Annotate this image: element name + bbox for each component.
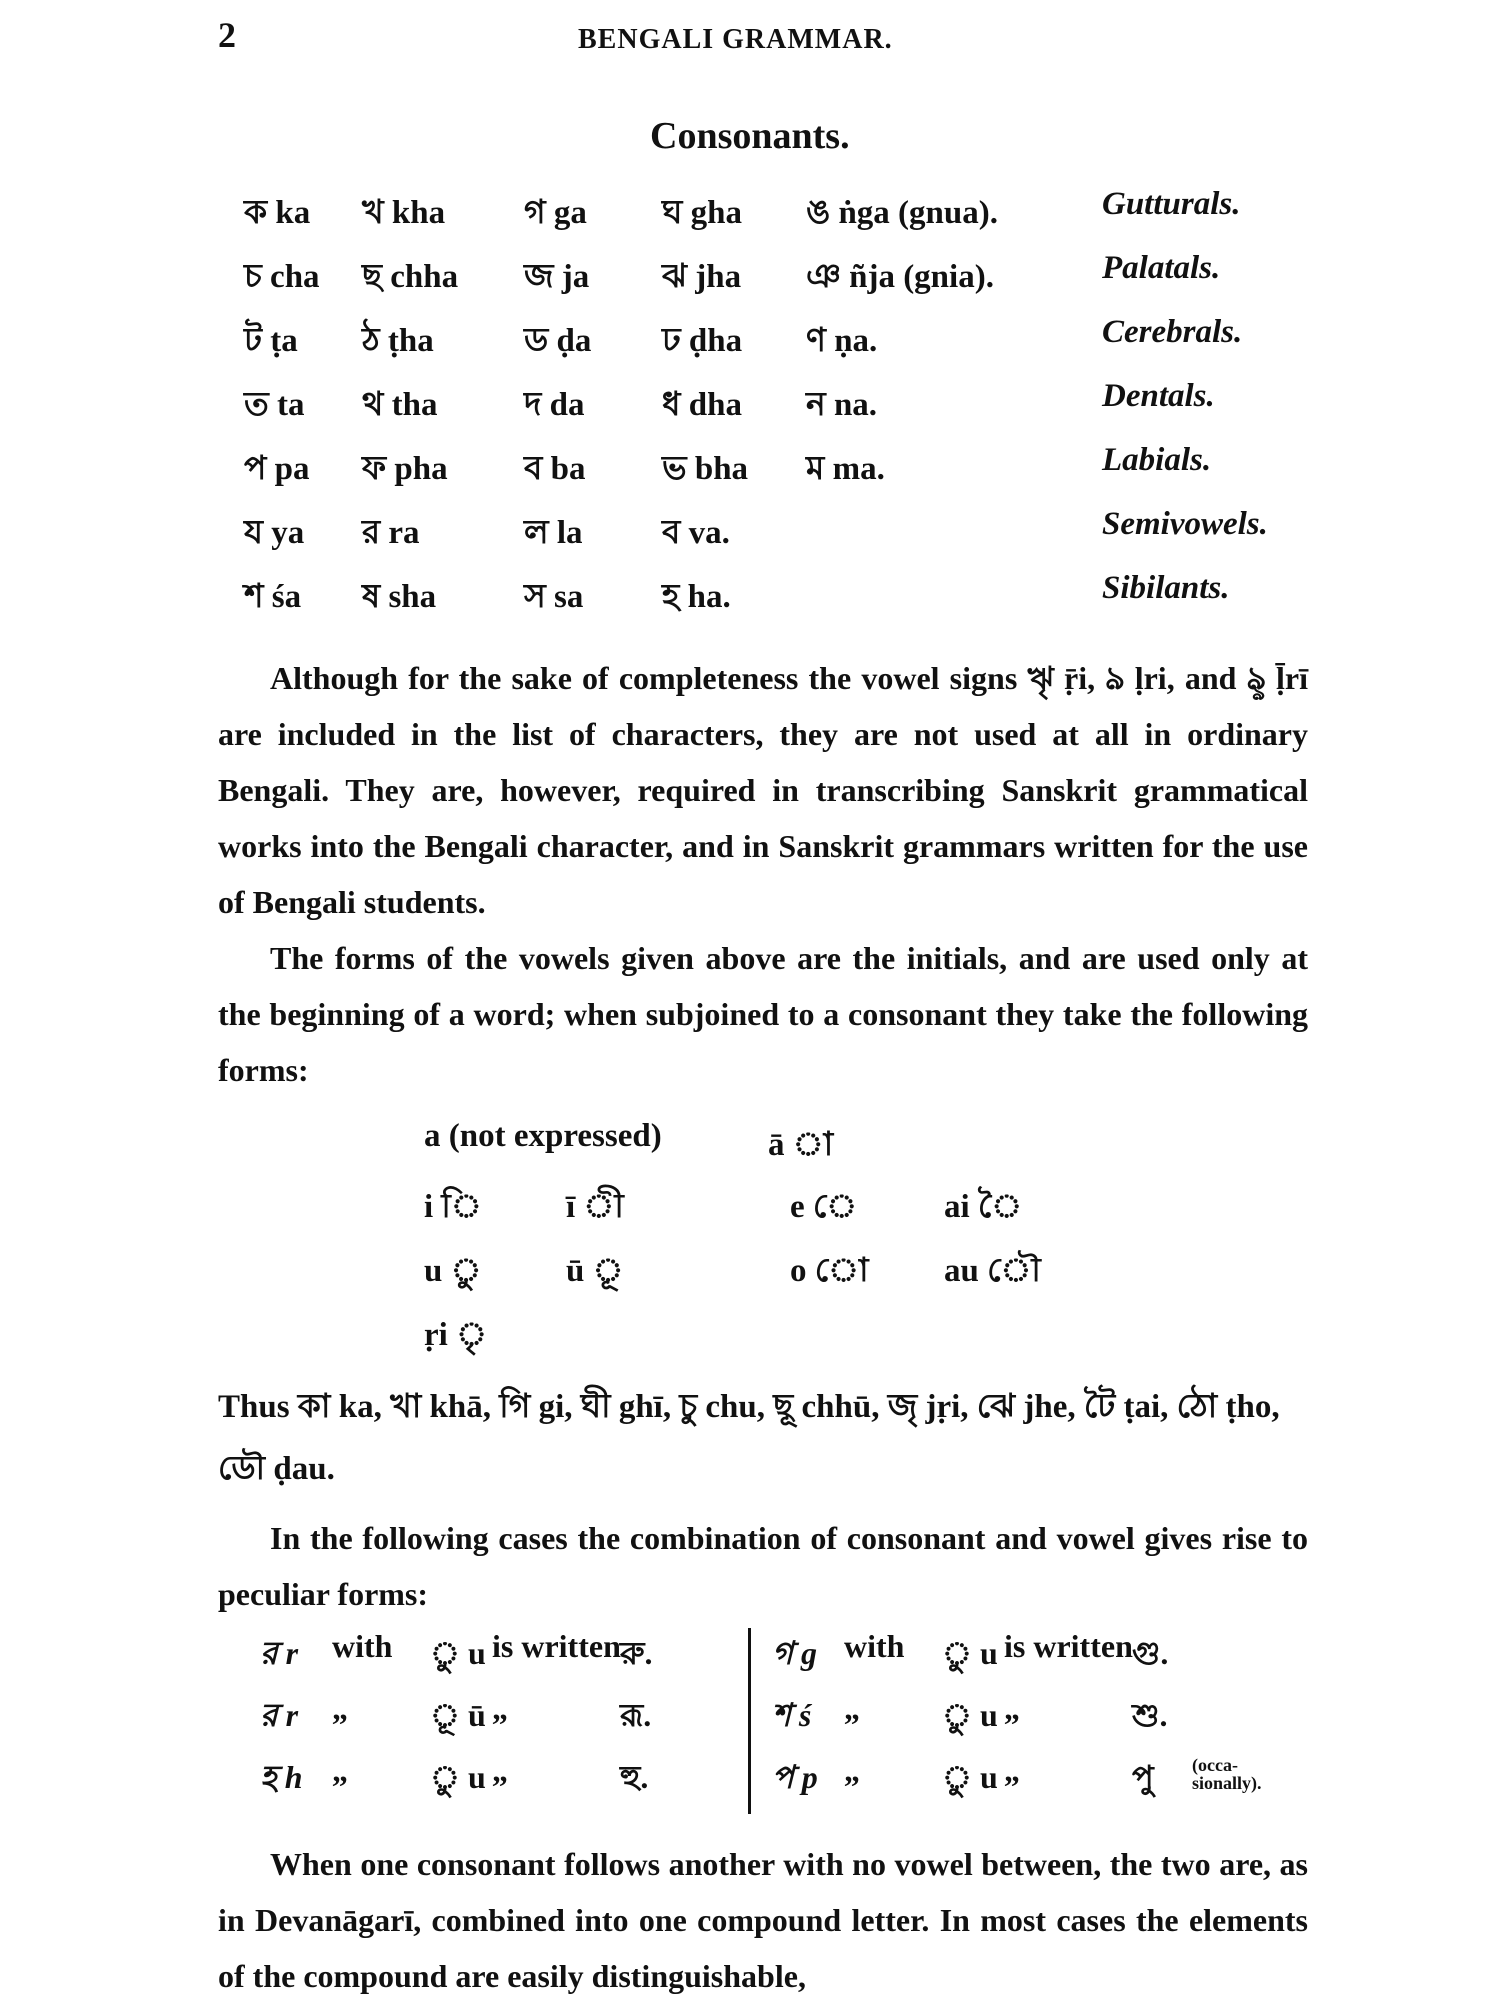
vowel-au: au ৌ — [944, 1253, 1041, 1289]
form-right-e: গু. — [1132, 1635, 1169, 1671]
consonant-cell: ফ pha — [362, 451, 448, 487]
vowel-ai: ai ৈ — [944, 1189, 1023, 1225]
form-left-c: ূ ū — [430, 1697, 486, 1733]
consonant-cell: ঙ ṅga (gnua). — [806, 195, 998, 231]
form-right-e: পু — [1132, 1759, 1154, 1795]
consonant-cell: য ya — [244, 515, 305, 551]
form-left-b: „ — [332, 1690, 348, 1726]
paragraph-vowel-forms — [218, 930, 1308, 1098]
paragraph-text: In the following cases the combination of consonant and vowel gives rise to peculiar forms: — [218, 1520, 1308, 1612]
consonant-cell: ধ dha — [662, 387, 742, 423]
consonant-cell: ঢ ḍha — [662, 323, 743, 359]
vowel-aa: ā া — [768, 1127, 834, 1163]
form-note: (occa-sionally). — [1192, 1755, 1262, 1793]
consonant-row — [244, 570, 1304, 634]
consonant-cell: জ ja — [524, 259, 590, 295]
consonant-row — [244, 314, 1304, 378]
consonant-cell: ন na. — [806, 387, 878, 423]
form-left-c: ু u — [430, 1759, 486, 1795]
form-right-a: গ g — [772, 1635, 817, 1671]
consonant-cell: শ śa — [244, 579, 302, 615]
form-right-c: ু u — [942, 1697, 998, 1733]
page-number: 2 — [218, 15, 236, 55]
vowel-ri: ṛi ৃ — [424, 1317, 487, 1353]
consonant-cell: প pa — [244, 451, 310, 487]
consonant-class-label: Dentals. — [1102, 378, 1215, 414]
consonant-class-label: Gutturals. — [1102, 186, 1241, 222]
form-left-d: is written — [492, 1628, 621, 1664]
consonant-cell: ঠ ṭha — [362, 323, 434, 359]
consonant-cell: হ ha. — [662, 579, 731, 615]
consonant-cell: ঝ jha — [662, 259, 742, 295]
form-left-d: „ — [492, 1690, 508, 1726]
consonants-table — [244, 186, 1304, 634]
vowel-e: e ে — [790, 1189, 858, 1225]
form-right-b: „ — [844, 1752, 860, 1788]
column-divider — [748, 1628, 751, 1814]
consonant-row — [244, 506, 1304, 570]
form-right-a: প p — [772, 1759, 818, 1795]
consonant-class-label: Semivowels. — [1102, 506, 1268, 542]
examples-paragraph: Thus কা ka, খা khā, গি gi, ঘী ghī, চু chu, ছূ chhū, জৃ jṛi, ঝে jhe, টৈ ṭai, ঠো ṭho, ডৌ ḍau. — [218, 1389, 1280, 1487]
paragraph-text: When one consonant follows another with no vowel between, the two are, as in Devanāgarī, combined into one compound letter. In most cases the elements of the compound are easily distinguishable, — [218, 1846, 1308, 1994]
vowel-i: i ি — [424, 1189, 482, 1225]
consonant-cell: ভ bha — [662, 451, 749, 487]
form-right-d: is written — [1004, 1628, 1133, 1664]
vowel-ii: ī ী — [566, 1189, 624, 1225]
consonant-cell: ক ka — [244, 195, 311, 231]
consonant-cell: খ kha — [362, 195, 446, 231]
vowel-u: u ু — [424, 1253, 482, 1289]
form-left-c: ু u — [430, 1635, 486, 1671]
form-left-b: with — [332, 1628, 393, 1664]
consonant-cell: ল la — [524, 515, 583, 551]
section-title: Consonants. — [650, 115, 850, 157]
paragraph-text: The forms of the vowels given above are the initials, and are used only at the beginning of a word; when subjoined to a consonant they take the following forms: — [218, 940, 1308, 1088]
consonant-row — [244, 442, 1304, 506]
paragraph-vowel-signs — [218, 650, 1308, 930]
consonant-cell: স sa — [524, 579, 584, 615]
form-right-a: শ ś — [772, 1697, 812, 1733]
consonant-cell: ণ ṇa. — [806, 323, 878, 359]
form-left-e: রু. — [620, 1635, 653, 1671]
vowel-uu: ū ূ — [566, 1253, 624, 1289]
vowel-o: o ো — [790, 1253, 869, 1289]
form-left-d: „ — [492, 1752, 508, 1788]
form-left-a: হ h — [260, 1759, 303, 1795]
consonant-cell: ম ma. — [806, 451, 885, 487]
consonant-cell: ব va. — [662, 515, 730, 551]
consonant-cell: চ cha — [244, 259, 320, 295]
form-right-c: ু u — [942, 1635, 998, 1671]
consonant-cell: ছ chha — [362, 259, 459, 295]
consonant-cell: ষ sha — [362, 579, 437, 615]
running-title: BENGALI GRAMMAR. — [578, 24, 893, 55]
consonant-cell: ঞ ñja (gnia). — [806, 259, 994, 295]
consonant-row — [244, 378, 1304, 442]
form-right-d: „ — [1004, 1690, 1020, 1726]
form-right-c: ু u — [942, 1759, 998, 1795]
consonant-class-label: Palatals. — [1102, 250, 1221, 286]
paragraph-text: Although for the sake of completeness the vowel signs ৠ ṝi, ঌ ḷri, and ৡ ḹrī are included in the list of characters, they are not used at all in ordinary Bengali. They are, however, required in transcribing Sanskrit grammatical works into the Bengali character, and in Sanskrit grammars written for the use of Bengali students. — [218, 660, 1308, 920]
form-right-b: „ — [844, 1690, 860, 1726]
consonant-class-label: Sibilants. — [1102, 570, 1230, 606]
form-left-a: র r — [260, 1635, 299, 1671]
consonant-cell: র ra — [362, 515, 420, 551]
paragraph-compounds — [218, 1836, 1308, 2004]
consonant-cell: ঘ gha — [662, 195, 742, 231]
form-right-d: „ — [1004, 1752, 1020, 1788]
form-left-b: „ — [332, 1752, 348, 1788]
form-right-b: with — [844, 1628, 905, 1664]
form-left-e: হু. — [620, 1759, 649, 1795]
consonant-cell: থ tha — [362, 387, 438, 423]
paragraph-peculiar-forms — [218, 1510, 1308, 1622]
consonant-cell: দ da — [524, 387, 585, 423]
peculiar-forms-table — [260, 1628, 1310, 1818]
consonant-row — [244, 250, 1304, 314]
consonant-row — [244, 186, 1304, 250]
consonant-cell: ব ba — [524, 451, 586, 487]
form-left-e: রূ. — [620, 1697, 652, 1733]
consonant-cell: ত ta — [244, 387, 305, 423]
consonant-cell: ড ḍa — [524, 323, 592, 359]
consonant-class-label: Cerebrals. — [1102, 314, 1243, 350]
vowel-a: a (not expressed) — [424, 1118, 662, 1154]
consonant-cell: গ ga — [524, 195, 587, 231]
form-right-e: শু. — [1132, 1697, 1168, 1733]
consonant-class-label: Labials. — [1102, 442, 1212, 478]
consonant-cell: ট ṭa — [244, 323, 298, 359]
form-left-a: র r — [260, 1697, 299, 1733]
